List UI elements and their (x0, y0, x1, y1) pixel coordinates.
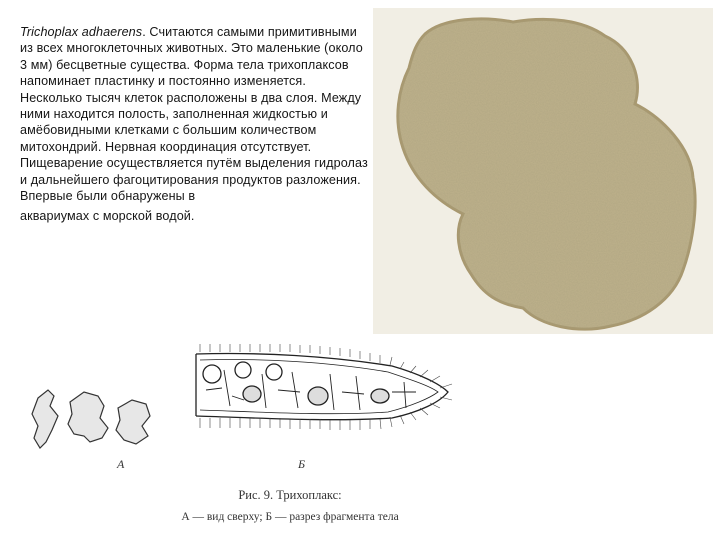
description-last-line: аквариумах с морской водой. (20, 209, 195, 224)
figure-label-a: А (117, 457, 125, 471)
description-text (20, 24, 370, 225)
section-fragment (196, 354, 448, 420)
top-view-outlines (32, 390, 150, 448)
description-body: . Считаются самыми примитивными из всех многоклеточных животных. Это маленькие (около 3 мм) бесцветные существа. Форма тела трихоплаксов напоминает пластинку и постоянно изменяется. Несколько тысяч клеток расположены в два слоя. Между ними находится полость, заполненная жидкостью и амёбовидными клетками с большим количеством митохондрий. Нервная координация отсутствует. Пищеварение осуществляется путём выделения гидролаз и дальнейшего фагоцитирования продуктов разложения. Впервые были обнаружены в (20, 25, 368, 204)
caption-legend: А — вид сверху; Б — разрез фрагмента тела (181, 511, 399, 523)
figure-caption (120, 484, 460, 528)
species-name: Trichoplax adhaerens (20, 25, 143, 39)
trichoplax-micrograph (373, 8, 713, 334)
caption-title: Рис. 9. Трихоплакс: (238, 488, 342, 502)
figure-label-b: Б (298, 457, 306, 471)
